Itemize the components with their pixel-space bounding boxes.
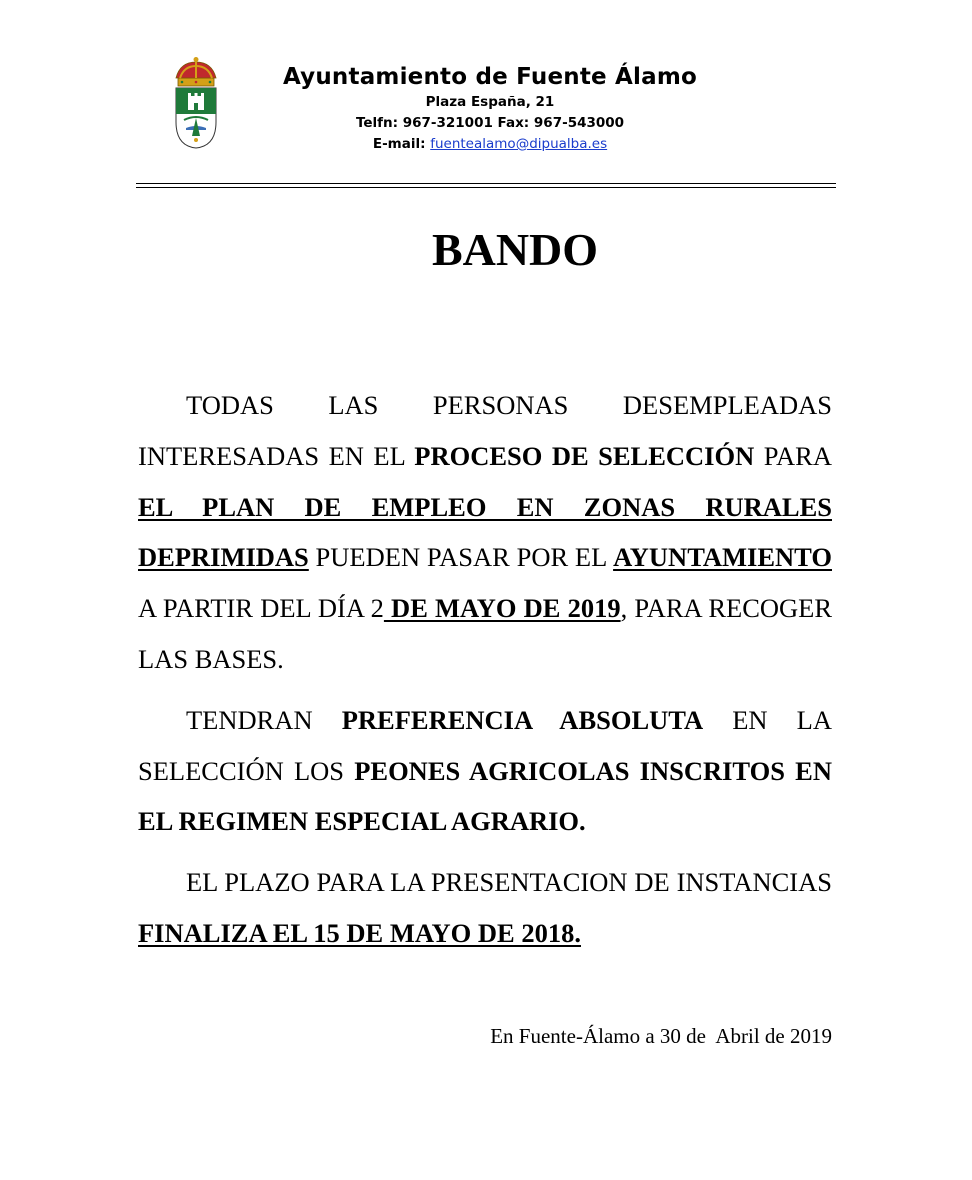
header-rule-bottom — [136, 187, 836, 188]
document-body — [138, 380, 832, 969]
document-title: BANDO — [431, 224, 599, 275]
email-link[interactable]: fuentealamo@dipualba.es — [430, 136, 608, 152]
municipality-title: Ayuntamiento de Fuente Álamo — [282, 64, 698, 90]
text-run: PARA — [754, 440, 832, 471]
paragraph-1 — [138, 380, 832, 685]
text-run: EN LA SELECCIÓN LOS — [138, 704, 832, 786]
header-rule-top — [136, 183, 836, 184]
text-bold-underline: EL PLAN DE EMPLEO EN ZONAS RURALES DEPRIMIDAS — [138, 491, 832, 573]
text-run: PUEDEN PASAR POR EL — [308, 542, 614, 573]
text-run: TENDRAN — [186, 704, 342, 735]
text-bold-underline: DE MAYO DE 2019 — [383, 593, 621, 624]
text-bold: PROCESO DE SELECCIÓN — [414, 440, 755, 471]
paragraph-3 — [138, 857, 832, 959]
text-run: EL PLAZO PARA LA PRESENTACION DE INSTANCIAS — [186, 867, 832, 898]
phone-fax: Telfn: 967-321001 Fax: 967-543000 — [355, 115, 625, 131]
address: Plaza España, 21 — [425, 94, 555, 110]
text-bold: PREFERENCIA ABSOLUTA — [341, 704, 704, 735]
text-run: TODAS LAS PERSONAS DESEMPLEADAS INTERESADAS EN EL — [138, 390, 832, 471]
text-run: A PARTIR DEL DÍA 2 — [138, 593, 384, 624]
email-line — [270, 134, 710, 155]
place-date-signature: En Fuente-Álamo a 30 de Abril de 2019 — [490, 1024, 832, 1048]
paragraph-2 — [138, 695, 832, 847]
coat-of-arms-icon — [166, 56, 226, 152]
text-bold: PEONES AGRICOLAS INSCRITOS EN EL REGIMEN ESPECIAL AGRARIO. — [138, 755, 832, 837]
text-bold-underline: AYUNTAMIENTO — [613, 542, 832, 573]
letterhead — [270, 62, 710, 155]
text-bold-underline: FINALIZA EL 15 DE MAYO DE 2018. — [138, 917, 581, 948]
email-label: E-mail: — [372, 136, 431, 152]
text-run: , PARA RECOGER LAS BASES. — [138, 593, 833, 674]
